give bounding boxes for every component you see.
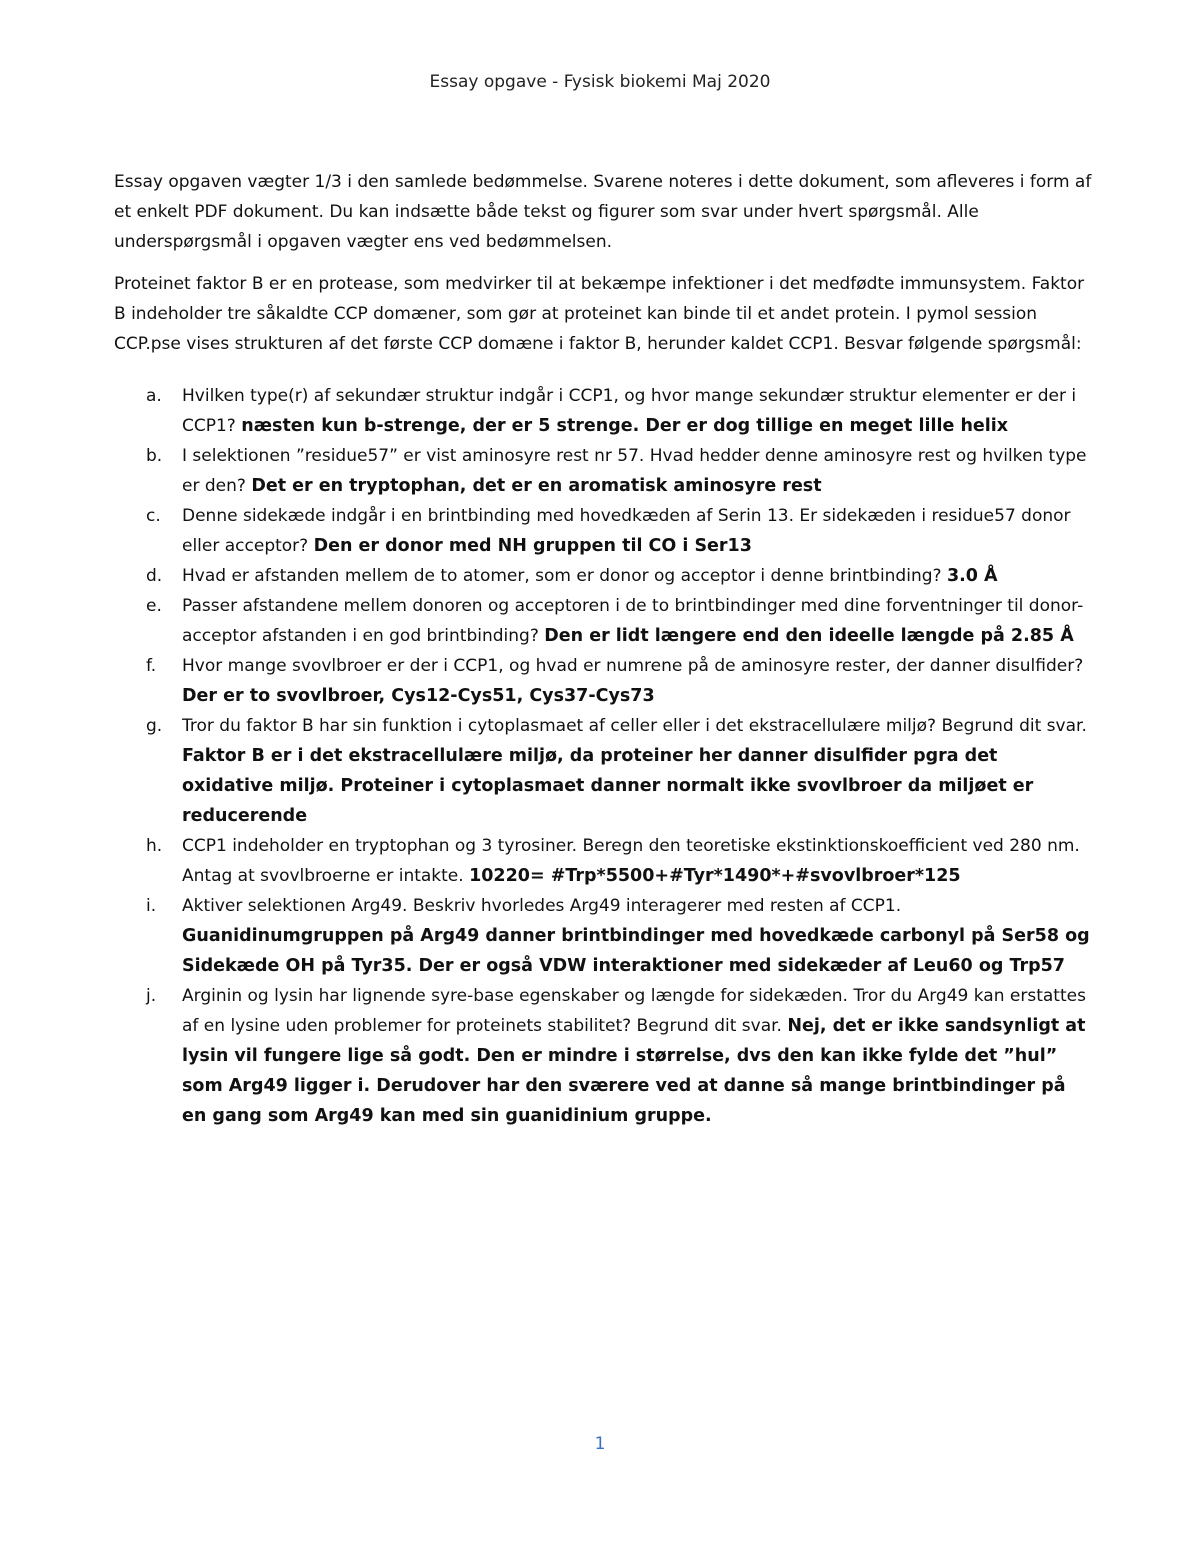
question-item-i [114, 891, 1094, 981]
question-item-f [114, 651, 1094, 711]
question-text: Hvor mange svovlbroer er der i CCP1, og hvad er numrene på de aminosyre rester, der danner disulfider? [182, 656, 1084, 676]
question-item-g [114, 711, 1094, 831]
question-text: Hvilken type(r) af sekundær struktur indgår i CCP1, og hvor mange sekundær struktur elementer er der i CCP1? [182, 386, 1077, 436]
answer-text: Faktor B er i det ekstracellulære miljø, da proteiner her danner disulfider pgra det oxidative miljø. Proteiner i cytoplasmaet danner normalt ikke svovlbroer da miljøet er reducerende [182, 746, 1034, 826]
answer-text: næsten kun b-strenge, der er 5 strenge. Der er dog tillige en meget lille helix [241, 416, 1009, 436]
question-letter: e. [146, 596, 162, 616]
page-number: 1 [594, 1434, 606, 1454]
question-text: I selektionen ”residue57” er vist aminosyre rest nr 57. Hvad hedder denne aminosyre rest og hvilken type er den? [182, 446, 1087, 496]
intro-paragraph-1: Essay opgaven vægter 1/3 i den samlede bedømmelse. Svarene noteres i dette dokument, som afleveres i form af et enkelt PDF dokument. Du kan indsætte både tekst og figurer som svar under hvert spørgsmål. Alle underspørgsmål i opgaven vægter ens ved bedømmelsen. [114, 172, 1092, 252]
answer-text: Den er donor med NH gruppen til CO i Ser13 [313, 536, 752, 556]
answer-text: Guanidinumgruppen på Arg49 danner brintbindinger med hovedkæde carbonyl på Ser58 og Sidekæde OH på Tyr35. Der er også VDW interaktioner med sidekæder af Leu60 og Trp57 [182, 926, 1090, 976]
question-item-b [114, 441, 1094, 501]
question-list [114, 381, 1094, 1131]
question-letter: h. [146, 836, 163, 856]
question-item-h [114, 831, 1094, 891]
question-letter: d. [146, 566, 163, 586]
question-letter: g. [146, 716, 163, 736]
question-letter: j. [146, 986, 157, 1006]
question-text: Denne sidekæde indgår i en brintbinding med hovedkæden af Serin 13. Er sidekæden i residue57 donor eller acceptor? [182, 506, 1071, 556]
question-text: CCP1 indeholder en tryptophan og 3 tyrosiner. Beregn den teoretiske ekstinktionskoefficient ved 280 nm. Antag at svovlbroerne er intakte. [182, 836, 1080, 886]
question-item-c [114, 501, 1094, 561]
question-item-e [114, 591, 1094, 651]
question-item-a [114, 381, 1094, 441]
question-letter: c. [146, 506, 161, 526]
question-letter: f. [146, 656, 157, 676]
question-text: Aktiver selektionen Arg49. Beskriv hvorledes Arg49 interagerer med resten af CCP1. [182, 896, 902, 916]
answer-text: Der er to svovlbroer, Cys12-Cys51, Cys37-Cys73 [182, 686, 655, 706]
question-text: Hvad er afstanden mellem de to atomer, som er donor og acceptor i denne brintbinding? [182, 566, 947, 586]
answer-text: 3.0 Å [946, 566, 998, 586]
answer-text: Nej, det er ikke sandsynligt at lysin vil fungere lige så godt. Den er mindre i størrelse, dvs den kan ikke fylde det ”hul” som Arg49 ligger i. Derudover har den sværere ved at danne så mange brintbindinger på en gang som Arg49 kan med sin guanidinium gruppe. [182, 1016, 1086, 1126]
document-body [114, 167, 1094, 1131]
question-letter: i. [146, 896, 157, 916]
document-header: Essay opgave - Fysisk biokemi Maj 2020 [429, 72, 771, 92]
question-item-j [114, 981, 1094, 1131]
intro-paragraph-2: Proteinet faktor B er en protease, som medvirker til at bekæmpe infektioner i det medfødte immunsystem. Faktor B indeholder tre såkaldte CCP domæner, som gør at proteinet kan binde til et andet protein. I pymol session CCP.pse vises strukturen af det første CCP domæne i faktor B, herunder kaldet CCP1. Besvar følgende spørgsmål: [114, 274, 1085, 354]
question-letter: b. [146, 446, 163, 466]
question-text: Passer afstandene mellem donoren og acceptoren i de to brintbindinger med dine forventninger til donor-acceptor afstanden i en god brintbinding? [182, 596, 1084, 646]
answer-text: Den er lidt længere end den ideelle længde på 2.85 Å [544, 626, 1074, 646]
question-text: Tror du faktor B har sin funktion i cytoplasmaet af celler eller i det ekstracellulære miljø? Begrund dit svar. [182, 716, 1087, 736]
answer-text: 10220= #Trp*5500+#Tyr*1490*+#svovlbroer*125 [469, 866, 961, 886]
answer-text: Det er en tryptophan, det er en aromatisk aminosyre rest [251, 476, 822, 496]
question-letter: a. [146, 386, 162, 406]
question-text: Arginin og lysin har lignende syre-base egenskaber og længde for sidekæden. Tror du Arg49 kan erstattes af en lysine uden problemer for proteinets stabilitet? Begrund dit svar. [182, 986, 1086, 1036]
question-item-d [114, 561, 1094, 591]
